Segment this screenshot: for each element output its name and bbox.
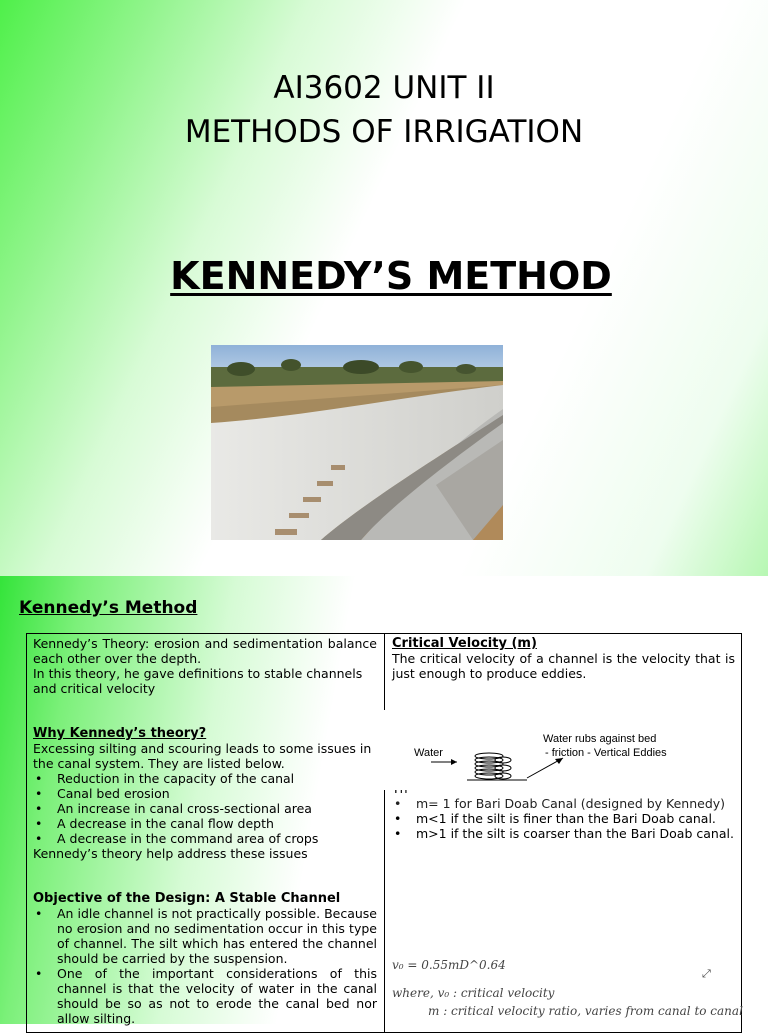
intro-text-1: Kennedy’s Theory: erosion and sedimentation balance each other over the depth.	[33, 636, 377, 666]
objective-heading: Objective of the Design: A Stable Channel	[33, 891, 341, 906]
rub-label-2: - friction - Vertical Eddies	[545, 747, 667, 759]
objective-list	[33, 906, 377, 1026]
unit-title: AI3602 UNIT II	[273, 70, 495, 106]
list-item: • m>1 if the silt is coarser than the Bari Doab canal.	[392, 826, 735, 841]
canal-photo	[211, 345, 503, 540]
why-heading: Why Kennedy’s theory?	[33, 726, 207, 741]
list-item: • Canal bed erosion	[33, 786, 377, 801]
canal-photo-drawing	[211, 345, 503, 540]
list-item: • A decrease in the command area of crops	[33, 831, 377, 846]
slide-title: Kennedy’s Method	[19, 598, 198, 618]
list-item: • One of the important considerations of this channel is that the velocity of water in the canal should be so as not to erode the canal bed nor allow silting.	[33, 966, 377, 1026]
list-item: • m= 1 for Bari Doab Canal (designed by Kennedy)	[392, 796, 735, 811]
water-label: Water	[414, 747, 443, 759]
formula-where: where, v₀ : critical velocity	[392, 986, 555, 1000]
critical-velocity-heading: Critical Velocity (m)	[392, 636, 537, 651]
why-closing: Kennedy’s theory help address these issues	[33, 846, 308, 861]
content-slide	[0, 576, 768, 1024]
list-item: • m<1 if the silt is finer than the Bari Doab canal.	[392, 811, 735, 826]
why-text: Excessing silting and scouring leads to some issues in the canal system. They are listed below.	[33, 741, 372, 771]
list-item: • An increase in canal cross-sectional area	[33, 801, 377, 816]
subject-title: METHODS OF IRRIGATION	[184, 114, 584, 150]
left-column	[33, 636, 377, 1026]
column-divider	[384, 634, 385, 1032]
critical-velocity-formula	[392, 956, 743, 1020]
critical-velocity-definition: The critical velocity of a channel is the velocity that is just enough to produce eddies.	[392, 651, 735, 681]
list-item: • An idle channel is not practically possible. Because no erosion and no sedimentation occur in this type of channel. The silt which has entered the channel should be carried by the suspension.	[33, 906, 377, 966]
list-item: • A decrease in the canal flow depth	[33, 816, 377, 831]
method-heading: KENNEDY’S METHOD	[170, 254, 612, 298]
issues-list	[33, 771, 377, 846]
formula-main: v₀ = 0.55mD^0.64	[392, 958, 506, 972]
expand-icon[interactable]: ⤢	[702, 967, 711, 980]
intro-text-2: In this theory, he gave definitions to stable channels and critical velocity	[33, 666, 363, 696]
list-item: • Reduction in the capacity of the canal	[33, 771, 377, 786]
rub-label-1: Water rubs against bed	[543, 733, 657, 745]
eddies-diagram	[377, 710, 737, 790]
formula-m: m : critical velocity ratio, varies from canal to canal	[428, 1004, 743, 1018]
m-values-list	[392, 796, 735, 841]
